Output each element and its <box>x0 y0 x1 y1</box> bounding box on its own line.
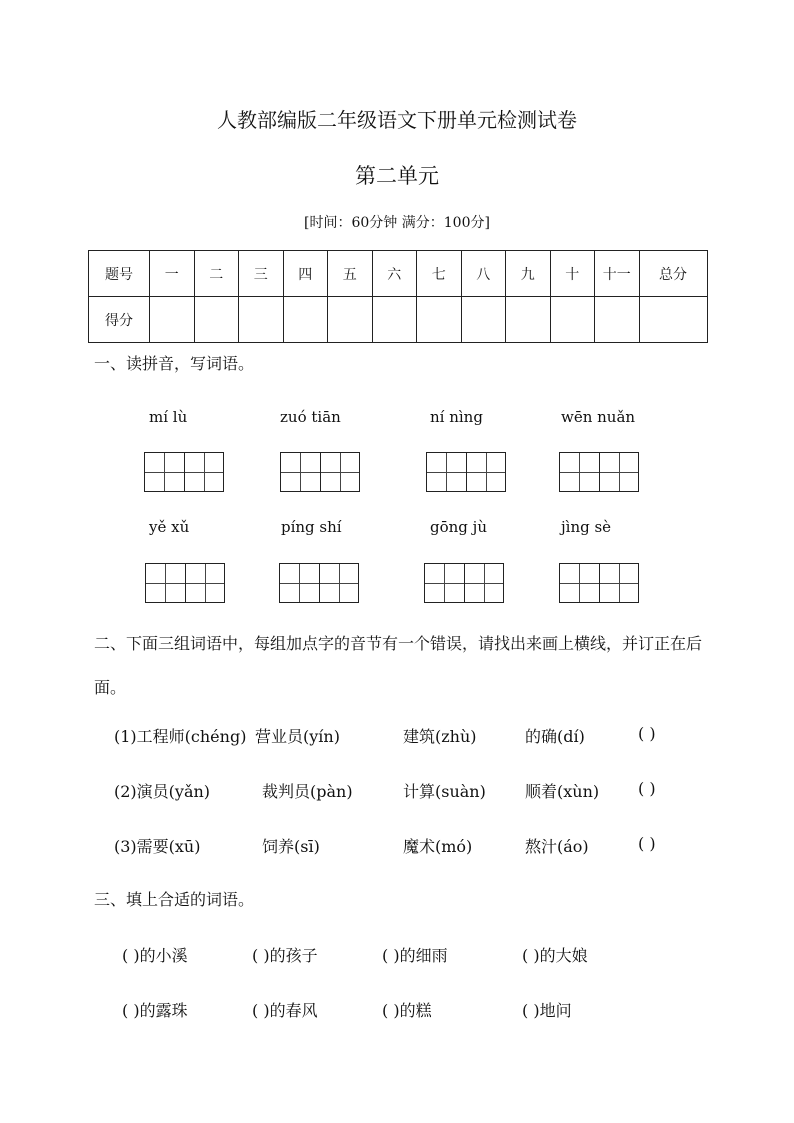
table-cell: 八 <box>461 251 506 297</box>
writing-grid[interactable] <box>279 563 359 603</box>
table-cell: 一 <box>150 251 195 297</box>
table-cell: 十 <box>550 251 595 297</box>
table-cell: 五 <box>328 251 373 297</box>
table-cell: 二 <box>194 251 239 297</box>
pinyin-label: píng shí <box>281 518 342 536</box>
word-item: 熬汁(áo) <box>525 837 589 856</box>
pinyin-label: gōng jù <box>430 518 487 536</box>
fill-blank-item[interactable]: ( )的大娘 <box>522 946 588 965</box>
word-item: 顺着(xùn) <box>525 782 600 801</box>
score-table-score-row <box>89 297 708 343</box>
fill-blank-item[interactable]: ( )的露珠 <box>122 1001 188 1020</box>
score-cell[interactable] <box>194 297 239 343</box>
score-cell[interactable] <box>595 297 640 343</box>
word-item: (3)需要(xū) <box>114 837 201 856</box>
fill-blank-item[interactable]: ( )的春风 <box>252 1001 318 1020</box>
score-table <box>88 250 708 343</box>
word-item: 饲养(sī) <box>262 837 320 856</box>
pinyin-label: jìng sè <box>561 518 612 536</box>
writing-grid[interactable] <box>424 563 504 603</box>
pinyin-label: wēn nuǎn <box>561 408 636 426</box>
writing-grid[interactable] <box>426 452 506 492</box>
pinyin-label: ní nìng <box>430 408 483 426</box>
score-cell[interactable] <box>550 297 595 343</box>
score-cell[interactable] <box>372 297 417 343</box>
table-cell: 六 <box>372 251 417 297</box>
pinyin-label: yě xǔ <box>149 518 190 536</box>
word-item: 计算(suàn) <box>403 782 486 801</box>
word-item: 魔术(mó) <box>403 837 473 856</box>
section-3-heading: 三、填上合适的词语。 <box>94 890 255 909</box>
section-1-heading: 一、读拼音，写词语。 <box>94 354 255 373</box>
score-cell[interactable] <box>239 297 284 343</box>
word-item: 建筑(zhù) <box>403 727 477 746</box>
table-cell: 十一 <box>595 251 640 297</box>
writing-grid[interactable] <box>559 563 639 603</box>
answer-blank[interactable]: ( ) <box>638 724 656 743</box>
pinyin-label: zuó tiān <box>280 408 341 426</box>
score-cell[interactable] <box>639 297 707 343</box>
table-cell: 七 <box>417 251 462 297</box>
table-cell: 三 <box>239 251 284 297</box>
score-cell[interactable] <box>417 297 462 343</box>
unit-title: 第二单元 <box>355 164 439 188</box>
fill-blank-item[interactable]: ( )的孩子 <box>252 946 318 965</box>
section-2-heading: 二、下面三组词语中，每组加点字的音节有一个错误，请找出来画上横线，并订正在后面。 <box>94 634 703 697</box>
score-cell[interactable] <box>150 297 195 343</box>
score-cell[interactable] <box>283 297 328 343</box>
fill-blank-item[interactable]: ( )的糕 <box>382 1001 432 1020</box>
word-item: 的确(dí) <box>525 727 585 746</box>
fill-blank-item[interactable]: ( )的小溪 <box>122 946 188 965</box>
paper-title: 人教部编版二年级语文下册单元检测试卷 <box>217 108 577 132</box>
fill-blank-item[interactable]: ( )地问 <box>522 1001 572 1020</box>
writing-grid[interactable] <box>145 563 225 603</box>
table-cell: 四 <box>283 251 328 297</box>
score-table-header-row <box>89 251 708 297</box>
score-cell[interactable] <box>328 297 373 343</box>
exam-meta: [时间：60分钟 满分：100分] <box>304 215 490 231</box>
table-cell: 总分 <box>639 251 707 297</box>
answer-blank[interactable]: ( ) <box>638 834 656 853</box>
score-cell[interactable] <box>506 297 551 343</box>
word-item: (2)演员(yǎn) <box>114 782 211 801</box>
score-cell[interactable] <box>461 297 506 343</box>
writing-grid[interactable] <box>559 452 639 492</box>
answer-blank[interactable]: ( ) <box>638 779 656 798</box>
table-cell: 九 <box>506 251 551 297</box>
writing-grid[interactable] <box>144 452 224 492</box>
table-cell: 得分 <box>89 297 150 343</box>
word-item: 裁判员(pàn) <box>262 782 353 801</box>
fill-blank-item[interactable]: ( )的细雨 <box>382 946 448 965</box>
pinyin-label: mí lù <box>149 408 188 426</box>
writing-grid[interactable] <box>280 452 360 492</box>
word-item: (1)工程师(chéng) <box>114 727 247 746</box>
table-cell: 题号 <box>89 251 150 297</box>
word-item: 营业员(yín) <box>255 727 340 746</box>
